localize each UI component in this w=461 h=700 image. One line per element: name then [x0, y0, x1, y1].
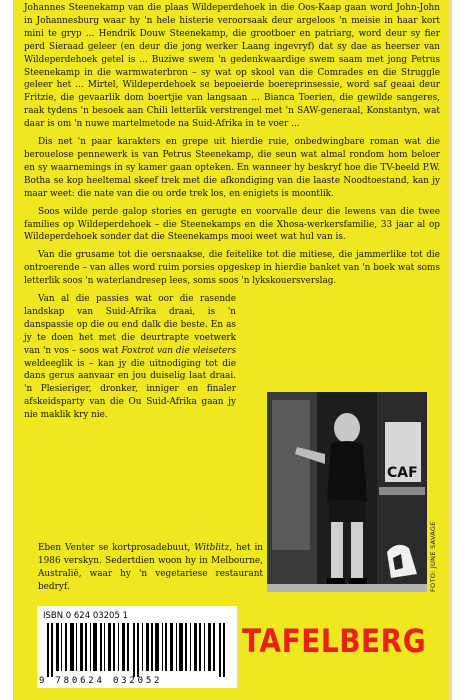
book-back-cover: [14, 0, 450, 700]
photo-credit: FOTO: JUNE SAVAGE: [429, 521, 437, 592]
author-photo-image: [267, 392, 427, 592]
blurb-paragraph-5-lead: Van al die passies wat oor die rasende landskap van Suid-Afrika draai, is 'n danspassie op die ou end dalk die beste. En as jy te doen het met die deurtrapte voetwerk van 'n vos – soos wat: [24, 294, 236, 356]
author-photo: [267, 392, 427, 592]
blurb-paragraph-2: Dis net 'n paar karakters en grepe uit hierdie ruie, onbedwingbare roman wat die berouelose pennewerk is van Petrus Steenekamp, die seun wat almal rondom hom beloer en sy waarnemings in sy kamer gaan opteken. En wanneer hy beskryf hoe die TV-beeld P.W. Botha se kop heeltemal skeef trek met die afkondiging van die laaste Noodtoestand, kan jy maar weet: die nate van die ou orde trek los, en enigiets is moontlik.: [24, 137, 440, 199]
blurb-paragraph-5-tail: weldeeglik is – kan jy die uitnodiging tot die dans gerus aanvaar en jou duiselig laat draai. 'n Plesieriger, dronker, inniger en finaler afskeidsparty van die Ou Suid-Afrika gaan jy nie maklik kry nie.: [24, 358, 236, 421]
blurb-paragraph-1: Johannes Steenekamp van die plaas Wildeperdehoek in die Oos-Kaap gaan word John-John in Johannesburg waar hy 'n hele histerie veroorsaak deur argeloos 'n meisie in haar kort mini te gryp ... Hendrik Douw Steenekamp, die grootboer en patriarg, word deur sy fier perd Sieraad geleer (en deur die jong werker Laang ingevryf) dat sy dae as heerser van Wildeperdehoek getel is ... Buziwe swem 'n gedenkwaardige swem saam met jong Petrus Steenekamp in die warmwaterbron – sy wat op skool van die Comrades en die Struggle geleer het ... Mirtel, Wildeperdehoek se bepoeierde boereprinsessie, word saf geaai deur Fritzie, die gevaarlik dom boertjie van langsaan ... Bianca Toerien, die gewilde sangeres, raak tydens 'n besoek aan Chili letterlik verstrengel met 'n SAW-generaal, Konstantyn, wat daar is om 'n nuwe martelmetode na Suid-Afrika in te voer ...: [24, 3, 440, 130]
isbn-barcode-box: [37, 606, 237, 688]
barcode-image: [45, 623, 229, 677]
author-bio-tail: , het in 1986 verskyn. Sedertdien woon hy in Melbourne, Australië, waar hy 'n vegetariese restaurant bedryf.: [38, 543, 263, 592]
blurb-paragraph-4: Van die grusame tot die oersnaakse, die feitelike tot die mitiese, die jammerlike tot die ontroerende – van alles word ruim porsies opgeskep in hierdie banket van 'n boek wat soms letterlik soos 'n waterlandresep lees, soms soos 'n lykskouersverslag.: [24, 250, 440, 287]
novel-title: Foxtrot van die vleiseters: [121, 345, 236, 356]
barcode-digits: 9 780624 032052: [39, 676, 163, 686]
author-bio-lead: Eben Venter se kortprosadebuut,: [38, 543, 195, 553]
blurb-paragraph-3: Soos wilde perde galop stories en gerugte en voorvalle deur die lewens van die twee families op Wildeperdehoek – die Steenekamps en die Xhosa-werkersfamilie, 33 jaar al op Wildeperdehoek sonder dat die Steenekamps mooi weet wat hul van is.: [24, 206, 440, 243]
isbn-label: ISBN 0 624 03205 1: [43, 611, 128, 621]
cafe-sign-text: CAF: [387, 465, 418, 481]
blurb-paragraph-5: [24, 293, 236, 422]
publisher-logo: TAFELBERG: [242, 622, 427, 660]
author-bio: [38, 542, 263, 594]
debut-title: Witblitz: [194, 543, 230, 553]
blurb-text: [24, 2, 440, 427]
